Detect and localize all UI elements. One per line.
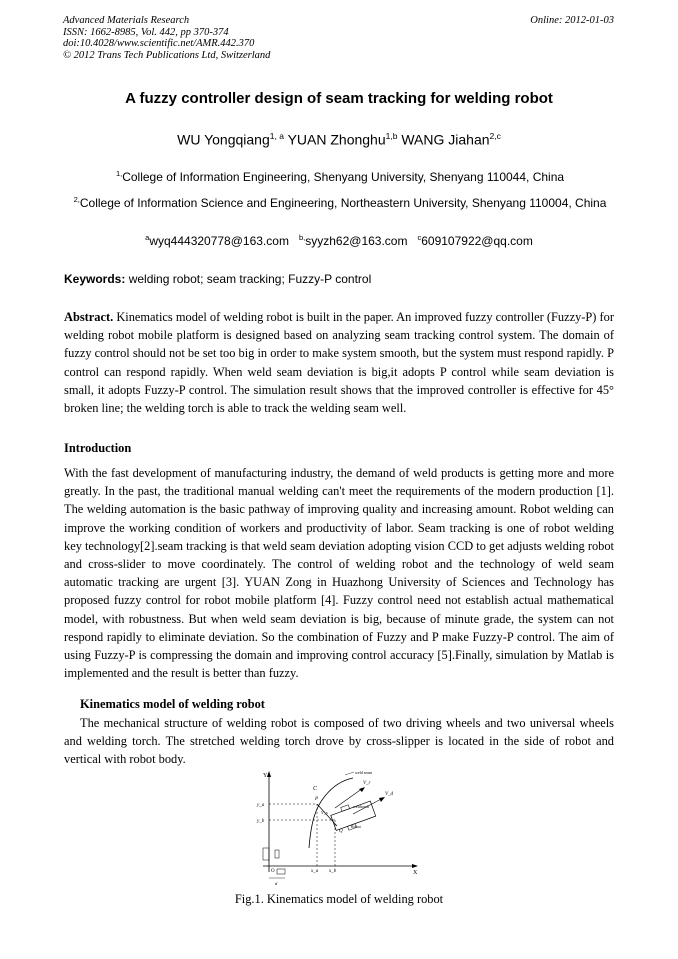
xb-label: x_b — [329, 869, 337, 874]
author-name: WANG Jiahan — [401, 131, 490, 148]
p-label: P — [315, 797, 319, 802]
email-sup: b, — [298, 233, 306, 242]
affiliation-text: College of Information Science and Engineering, Northeastern University, Shenyang 110004, China — [79, 196, 607, 210]
vd-label: V_d — [385, 792, 394, 797]
weldtorch-label: weldtorch — [353, 804, 369, 809]
abstract-text: Kinematics model of welding robot is built in the paper. An improved fuzzy controller (Fuzzy-P) for welding robot mobile platform is designed based on analyzing seam tracking control system. The domain of fuzzy control should not be set too big in order to make system smooth, but the system must respond rapidly. P control can respond rapidly. When weld seam deviation is big,it adopts P control while seam deviation is small, it adopts Fuzzy-P control. The simulation result shows that the improved controller is effective for 45° broken line; the welding torch is able to track the welding seam well. — [64, 310, 614, 416]
x-axis-label: X — [413, 870, 418, 876]
x-axis-arrow-icon — [412, 864, 418, 868]
paper-title: A fuzzy controller design of seam tracking for welding robot — [125, 90, 553, 107]
affiliation-sup: 1, — [115, 169, 123, 178]
author-sup: 1, a — [269, 131, 284, 141]
y-axis-arrow-icon — [267, 771, 271, 777]
kinematics-heading: Kinematics model of welding robot — [80, 697, 265, 711]
issn-line: ISSN: 1662-8985, Vol. 442, pp 370-374 — [63, 26, 229, 38]
email-line — [0, 233, 678, 248]
introduction-heading: Introduction — [64, 441, 132, 455]
abstract-label: Abstract. — [64, 310, 114, 324]
kinematics-diagram — [255, 768, 425, 888]
origin-label: O — [271, 869, 275, 874]
copyright-line: © 2012 Trans Tech Publications Ltd, Switzerland — [63, 49, 271, 61]
c-label: C — [313, 786, 318, 792]
author-sup: 2,c — [489, 131, 501, 141]
email-sup: c — [417, 233, 422, 242]
affiliation-text: College of Information Engineering, Shenyang University, Shenyang 110044, China — [122, 170, 565, 184]
affiliation-2 — [70, 191, 610, 212]
keywords — [64, 272, 371, 286]
d-label: d — [275, 881, 278, 886]
base-block-left — [263, 848, 269, 860]
journal-header — [63, 15, 270, 61]
weld-seam-label: weld seam — [355, 770, 372, 775]
figure-caption: Fig.1. Kinematics model of welding robot — [234, 892, 444, 906]
kinematics-figure — [255, 768, 425, 888]
vr-label: V_r — [363, 781, 371, 786]
q-label: Q — [339, 829, 343, 834]
email-c[interactable]: 609107922@qq.com — [421, 234, 533, 248]
base-block-bottom — [277, 869, 285, 874]
robot-label: Robot — [351, 824, 361, 829]
y-axis-label: Y — [263, 773, 268, 779]
xa-label: x_a — [311, 869, 319, 874]
keywords-text: welding robot; seam tracking; Fuzzy-P control — [128, 272, 372, 286]
weld-seam-leader — [345, 772, 354, 775]
affiliation-sup: 2, — [73, 195, 80, 204]
author-sup: 1,b — [385, 131, 398, 141]
keywords-label: Keywords: — [64, 272, 126, 286]
torch-arm — [317, 804, 337, 826]
vs-label: V_s — [321, 810, 328, 815]
author-name: YUAN Zhonghu — [287, 131, 386, 148]
affiliation-1 — [70, 165, 610, 186]
yb-label: y_b — [257, 819, 265, 824]
introduction-body: With the fast development of manufacturing industry, the demand of weld products is getting more and more greatly. In the past, the traditional manual welding can't meet the requirements of the modern production [1]. The welding automation is the basic pathway of improving quality and increasing amount. Robot welding can improve the working condition of workers and productivity of labor. Seam tracking is one of robot welding key technology[2].seam tracking is that weld seam deviation adopting vision CCD to get adjusts welding robot and cross-slider to move coordinately. The control of welding robot and the technology of weld seam automatic tracking are urgent [3]. YUAN Zong in Huazhong University of Sciences and Technology has proposed fuzzy control for robot mobile platform [4]. Fuzzy control need not establish actual mathematical model, with robustness. But when weld seam deviation is big, because of minute grade, the system can not respond rapidly to eliminate deviation. So the combination of Fuzzy and P make Fuzzy-P control. The aim of using Fuzzy-P is compressing the domain and improving control accuracy [5].Finally, simulation by Matlab is implemented and the result is better than fuzzy. — [64, 466, 614, 681]
ya-label: y_a — [257, 803, 265, 808]
email-sup: a — [145, 233, 150, 242]
abstract — [64, 308, 614, 417]
author-list — [0, 131, 678, 148]
kinematics-body: The mechanical structure of welding robot is composed of two driving wheels and two universal wheels and welding torch. The stretched welding torch drove by cross-slipper is located in the side of robot and vertical with robot body. — [64, 716, 614, 767]
vd-arrow-icon — [379, 797, 385, 802]
vr-arrow-icon — [359, 787, 365, 792]
author-name: WU Yongqiang — [177, 131, 270, 148]
doi-line: doi:10.4028/www.scientific.net/AMR.442.370 — [63, 38, 255, 49]
journal-name: Advanced Materials Research — [63, 15, 190, 26]
email-b[interactable]: syyzh62@163.com — [305, 234, 408, 248]
base-block-right — [275, 850, 279, 858]
email-a[interactable]: wyq444320778@163.com — [149, 234, 289, 248]
robot-wheel-top — [341, 805, 350, 811]
online-date: Online: 2012-01-03 — [530, 15, 614, 26]
